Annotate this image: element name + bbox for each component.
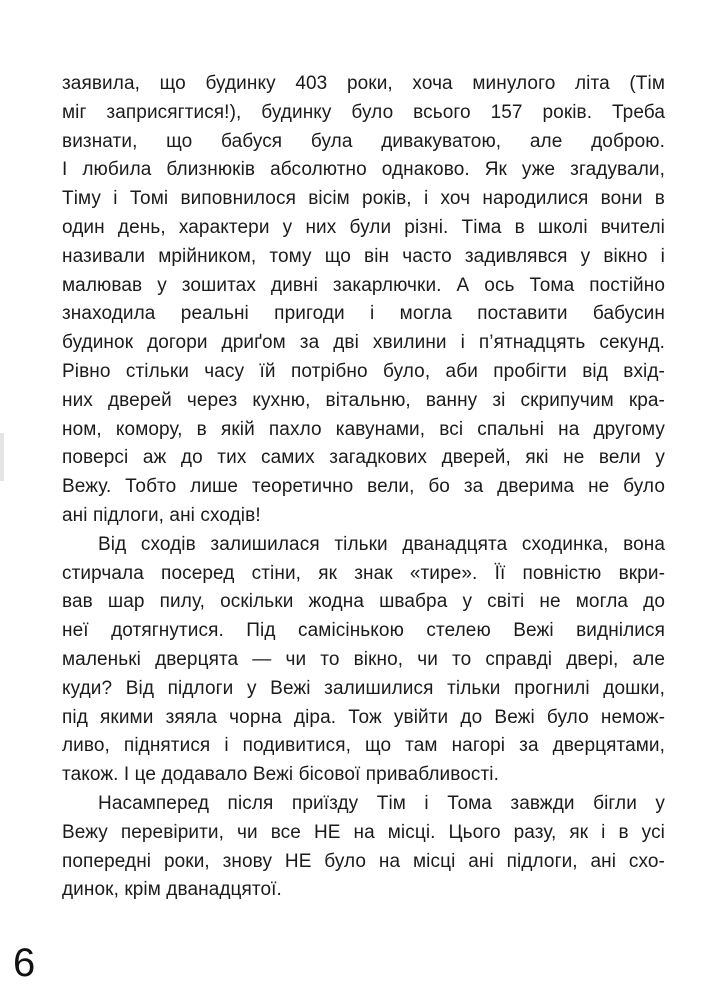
text-line: Вежу. Тобто лише теоретично вели, бо за дверима не було — [62, 476, 665, 498]
text-line: них дверей через кухню, вітальню, ванну зі скрипучим кра- — [62, 389, 665, 411]
text-line: під якими зяяла чорна діра. Тож увійти до Вежі було немож- — [62, 706, 665, 728]
text-line: Насамперед після приїзду Тім і Тома завжди бігли у — [98, 792, 665, 814]
text-line: визнати, що бабуся була дивакуватою, але доброю. — [62, 130, 665, 152]
text-line: ном, комору, в якій пахло кавунами, всі спальні на другому — [62, 418, 665, 440]
text-line: Вежу перевірити, чи все НЕ на місці. Цього разу, як і в усі — [62, 821, 665, 843]
page-number: 6 — [13, 941, 36, 985]
scan-artifact — [0, 433, 4, 481]
text-line: маленькі дверцята — чи то вікно, чи то справді двері, але — [62, 648, 665, 670]
text-line: куди? Від підлоги у Вежі залишилися тільки прогнилі дошки, — [62, 677, 665, 699]
paragraph — [62, 790, 665, 905]
text-line: знаходила реальні пригоди і могла поставити бабусин — [62, 303, 665, 325]
paragraph — [62, 70, 665, 531]
text-line: динок, крім дванадцятої. — [62, 879, 282, 901]
text-line: Від сходів залишилася тільки дванадцята сходинка, вона — [98, 533, 665, 555]
text-line: також. І це додавало Вежі бісової привабливості. — [62, 764, 499, 786]
text-line: заявила, що будинку 403 роки, хоча минулого літа (Тім — [62, 73, 665, 94]
text-line: поверсі аж до тих самих загадкових дверей, які не вели у — [62, 447, 665, 469]
text-line: малював у зошитах дивні закарлючки. А ось Тома постійно — [62, 274, 665, 296]
text-line: міг заприсягтися!), будинку було всього 157 років. Треба — [62, 101, 665, 123]
text-line: Тіму і Томі виповнилося вісім років, і хоч народилися вони в — [62, 188, 665, 210]
text-line: попередні роки, знову НЕ було на місці ані підлоги, ані схо- — [62, 850, 665, 872]
text-line: І любила близнюків абсолютно однаково. Як уже згадували, — [62, 159, 665, 181]
text-line: один день, характери у них були різні. Тіма в школі вчителі — [62, 216, 665, 238]
text-line: ані підлоги, ані сходів! — [62, 504, 261, 526]
paragraph — [62, 531, 665, 790]
text-line: ливо, піднятися і подивитися, що там нагорі за дверцятами, — [62, 735, 665, 757]
text-line: будинок догори дриґом за дві хвилини і п’ятнадцять секунд. — [62, 332, 665, 354]
text-line: неї дотягнутися. Під самісінькою стелею Вежі виднілися — [62, 620, 665, 642]
text-line: вав шар пилу, оскільки жодна швабра у світі не могла до — [62, 591, 665, 613]
text-block — [62, 70, 665, 905]
text-line: стирчала посеред стіни, як знак «тире». Її повністю вкри- — [62, 562, 665, 584]
text-line: називали мрійником, тому що він часто задивлявся у вікно і — [62, 245, 665, 267]
text-line: Рівно стільки часу їй потрібно було, аби пробігти від вхід- — [62, 360, 665, 382]
